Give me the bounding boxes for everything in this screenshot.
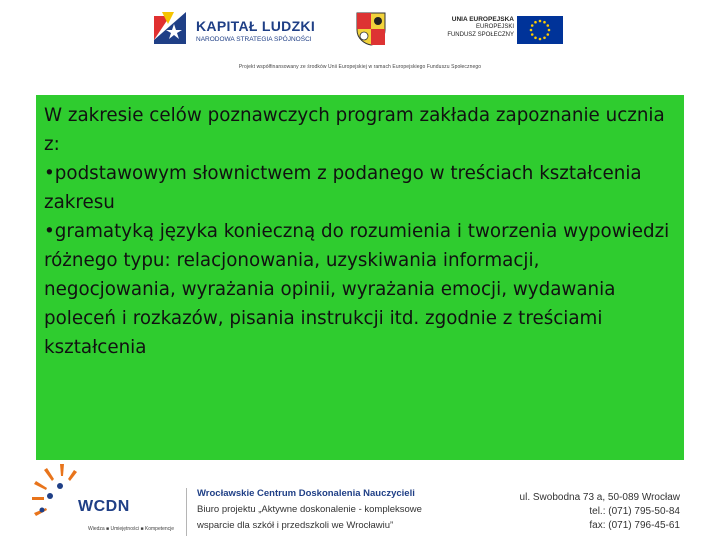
bullet-vocabulary: •podstawowym słownictwem z podanego w treściach kształcenia zakresu	[44, 163, 642, 213]
fax: fax: (071) 796-45-61	[589, 520, 680, 531]
intro-paragraph: W zakresie celów poznawczych program zakłada zapoznanie ucznia z:	[44, 105, 665, 155]
phone: tel.: (071) 795-50-84	[589, 506, 680, 517]
kapital-ludzki-logo	[152, 10, 352, 50]
eu-flag-icon	[517, 16, 563, 44]
content-text	[44, 101, 676, 362]
program-title: KAPITAŁ LUDZKI	[196, 18, 316, 34]
bullet-grammar: •gramatyką języka konieczną do rozumienia i tworzenia wypowiedzi różnego typu: relacjonowania, uzyskiwania informacji, negocjowania, wyrażania opinii, wyrażania emocji, wydawania poleceń i rozkazów, pisania instrukcji itd. zgodnie z treściami kształcenia	[44, 221, 670, 358]
header-logos	[0, 0, 720, 80]
project-line-1: Biuro projektu „Aktywne doskonalenie - kompleksowe	[197, 504, 422, 515]
eu-fund-line2: FUNDUSZ SPOŁECZNY	[447, 32, 514, 38]
eu-fund-line1: EUROPEJSKI	[475, 24, 514, 30]
center-name: Wrocławskie Centrum Doskonalenia Nauczycieli	[197, 488, 415, 499]
content-panel	[36, 95, 684, 460]
footer-divider	[186, 488, 187, 536]
program-subtitle: NARODOWA STRATEGIA SPÓJNOŚCI	[196, 36, 312, 43]
coat-of-arms-icon	[356, 12, 386, 46]
kapital-ludzki-icon	[152, 10, 188, 46]
eu-name: UNIA EUROPEJSKA	[451, 16, 514, 23]
wcdn-logo	[30, 462, 175, 538]
eu-text-block	[440, 16, 514, 39]
address: ul. Swobodna 73 a, 50-089 Wrocław	[519, 492, 680, 503]
wcdn-tagline: Wiedza ■ Umiejętności ■ Kompetencje	[88, 526, 175, 532]
cofinancing-note: Projekt współfinansowany ze środków Unii Europejskiej w ramach Europejskiego Funduszu Społecznego	[238, 64, 482, 70]
footer	[0, 462, 720, 540]
project-line-2: wsparcie dla szkół i przedszkoli we Wrocławiu”	[197, 520, 394, 531]
wcdn-logo-text: WCDN	[78, 498, 130, 515]
